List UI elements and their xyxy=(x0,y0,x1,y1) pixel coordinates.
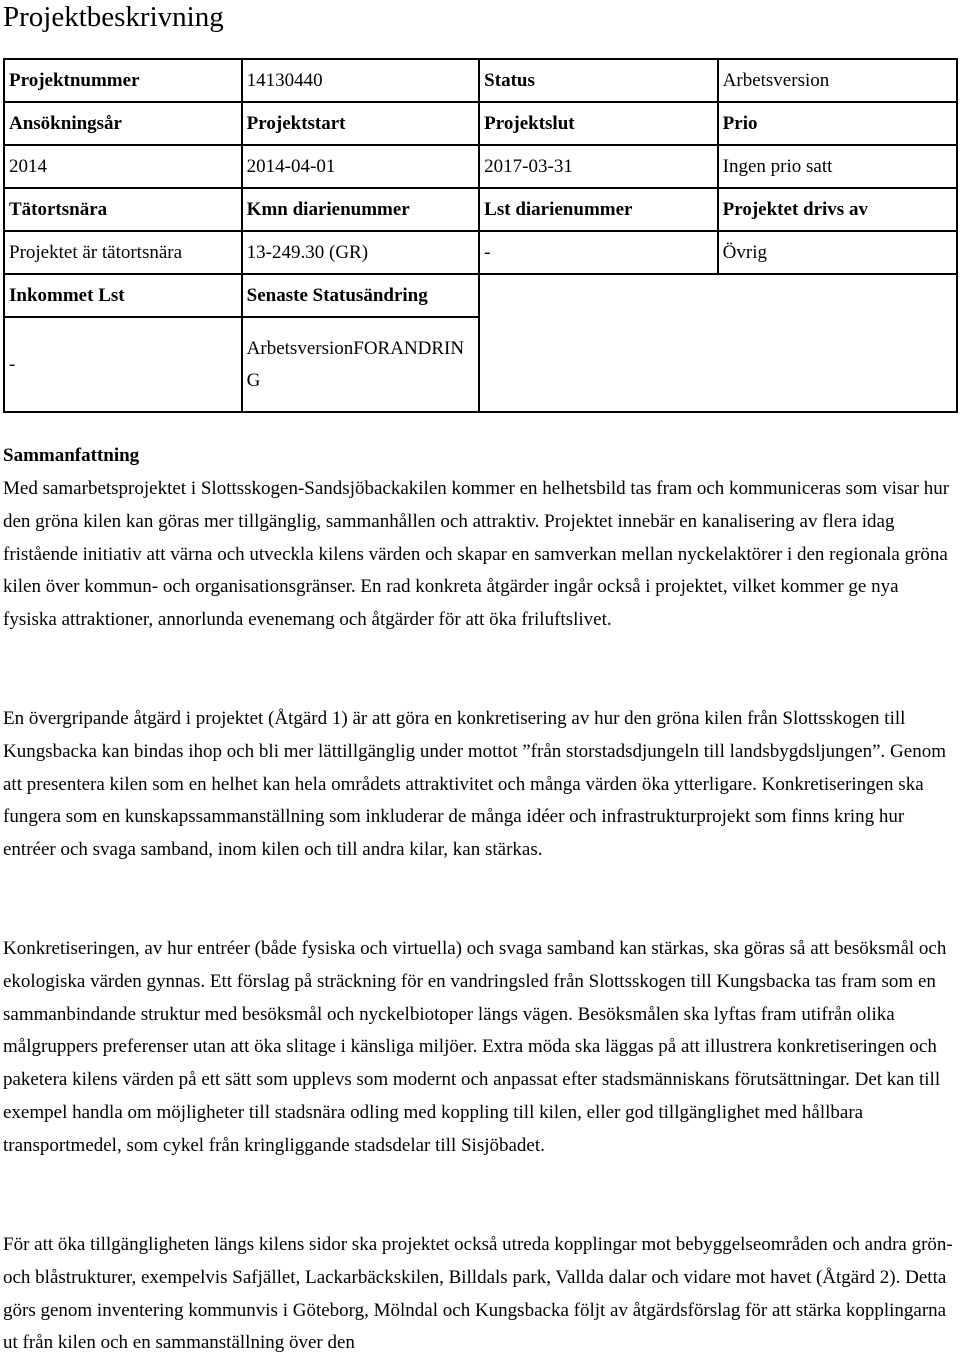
value-tatortsnara: Projektet är tätortsnära xyxy=(4,231,242,274)
value-senaste-statusandring: ArbetsversionFORANDRING xyxy=(242,317,480,412)
table-row xyxy=(4,102,957,145)
value-kmn-diarienummer: 13-249.30 (GR) xyxy=(242,231,480,274)
label-senaste-statusandring: Senaste Statusändring xyxy=(242,274,480,317)
table-row xyxy=(4,145,957,188)
summary-paragraph: För att öka tillgängligheten längs kilens sidor ska projektet också utreda kopplingar mot bebyggelseområden och andra grön- och blåstrukturer, exempelvis Safjället, Lackarbäckskilen, Billdals park, Vallda dalar och vidare mot havet (Åtgärd 2). Detta görs genom inventering kommunvis i Göteborg, Mölndal och Kungsbacka följt av åtgärdsförslag för att stärka kopplingarna ut från kilen och en sammanställning över den xyxy=(3,1234,953,1354)
table-row xyxy=(4,274,957,317)
summary-paragraph: Med samarbetsprojektet i Slottsskogen-Sandsjöbackakilen kommer en helhetsbild tas fram och kommuniceras som visar hur den gröna kilen kan göras mer tillgänglig, sammanhållen och attraktiv. Projektet innebär en kanalisering av flera idag fristående initiativ att värna och utveckla kilens värden och skapar en samverkan mellan nyckelaktörer i den regionala gröna kilen över kommun- och organisationsgränser. En rad konkreta åtgärder ingår också i projektet, vilket kommer ge nya fysiska attraktioner, annorlunda evenemang och åtgärder för att öka friluftslivet. xyxy=(3,478,950,631)
empty-cell xyxy=(479,274,957,412)
label-prio: Prio xyxy=(718,102,957,145)
summary-paragraph: Konkretiseringen, av hur entréer (både fysiska och virtuella) och svaga samband kan stärkas, ska göras så att besöksmål och ekologiska värden gynnas. Ett förslag på sträckning för en vandringsled från Slottsskogen till Kungsbacka tas fram som en sammanbindande struktur med besöksmål och nyckelbiotoper längs vägen. Besöksmålen ska lyftas fram utifrån olika målgruppers preferenser utan att öka slitage i känsliga miljöer. Extra möda ska läggas på att illustrera konkretiseringen och paketera kilens värden på ett sätt som upplevs som modernt och anpassat efter stadsmänniskans förutsättningar. Det kan till exempel handla om möjligheter till stadsnära odling med koppling till kilen, eller god tillgänglighet med hållbara transportmedel, som cykel från kringliggande stadsdelar till Sisjöbadet. xyxy=(3,938,947,1156)
value-status: Arbetsversion xyxy=(718,59,957,102)
value-projektslut: 2017-03-31 xyxy=(479,145,717,188)
label-lst-diarienummer: Lst diarienummer xyxy=(479,188,717,231)
label-projektet-drivs-av: Projektet drivs av xyxy=(718,188,957,231)
table-row xyxy=(4,59,957,102)
value-projektnummer: 14130440 xyxy=(242,59,480,102)
value-inkommet-lst: - xyxy=(4,317,242,412)
value-prio: Ingen prio satt xyxy=(718,145,957,188)
label-projektslut: Projektslut xyxy=(479,102,717,145)
project-info-table xyxy=(3,58,958,413)
label-tatortsnara: Tätortsnära xyxy=(4,188,242,231)
label-kmn-diarienummer: Kmn diarienummer xyxy=(242,188,480,231)
summary-heading: Sammanfattning xyxy=(3,445,140,466)
table-row xyxy=(4,231,957,274)
page-title: Projektbeskrivning xyxy=(3,1,224,33)
label-projektstart: Projektstart xyxy=(242,102,480,145)
value-lst-diarienummer: - xyxy=(479,231,717,274)
summary-paragraph: En övergripande åtgärd i projektet (Åtgärd 1) är att göra en konkretisering av hur den gröna kilen från Slottsskogen till Kungsbacka kan bindas ihop och bli mer lättillgänglig under mottot ”från storstadsdjungeln till landsbygdsljungen”. Genom att presentera kilen som en helhet kan hela områdets attraktivitet och många värden öka ytterligare. Konkretiseringen ska fungera som en kunskapssammanställning som inkluderar de många idéer och infrastrukturprojekt som finns kring hur entréer och svaga samband, inom kilen och till andra kilar, kan stärkas. xyxy=(3,708,946,861)
label-ansokningsar: Ansökningsår xyxy=(4,102,242,145)
label-projektnummer: Projektnummer xyxy=(4,59,242,102)
label-status: Status xyxy=(479,59,717,102)
value-projektstart: 2014-04-01 xyxy=(242,145,480,188)
value-ansokningsar: 2014 xyxy=(4,145,242,188)
table-row xyxy=(4,188,957,231)
value-projektet-drivs-av: Övrig xyxy=(718,231,957,274)
label-inkommet-lst: Inkommet Lst xyxy=(4,274,242,317)
